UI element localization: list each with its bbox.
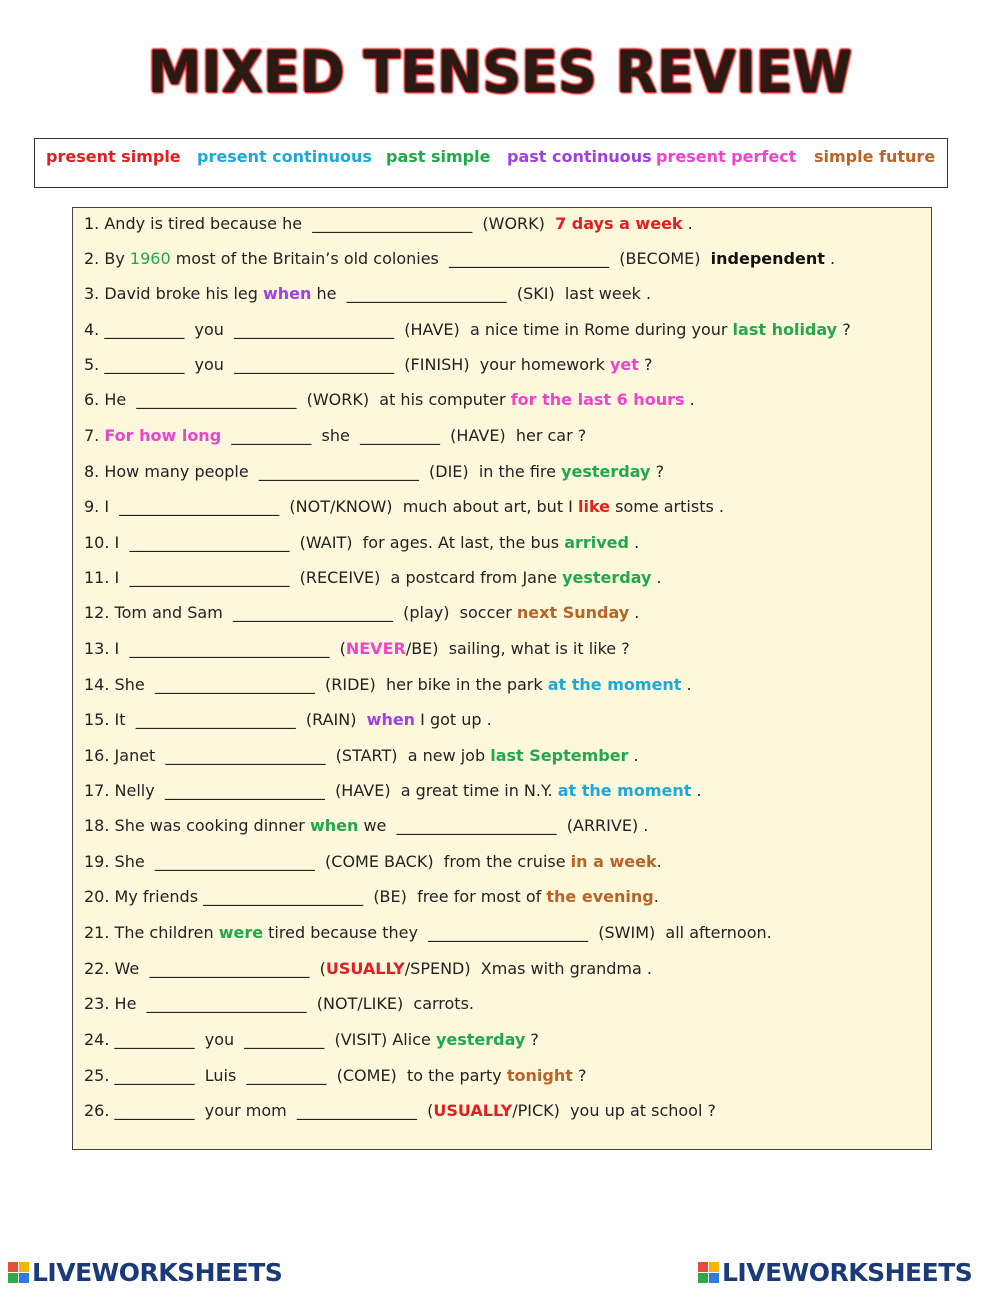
worksheet-title: MIXED TENSES REVIEW xyxy=(147,38,853,106)
answer-blank[interactable]: ____________________ xyxy=(135,710,296,729)
exercise-item-18: 18. She was cooking dinner when we ____________________ (ARRIVE) . xyxy=(84,816,649,835)
answer-blank[interactable]: __________ xyxy=(114,1030,195,1049)
exercise-item-10: 10. I ____________________ (WAIT) for ages. At last, the bus arrived . xyxy=(84,533,640,552)
legend-past-simple: past simple xyxy=(386,147,491,166)
answer-blank[interactable]: ____________________ xyxy=(119,497,280,516)
exercise-item-3: 3. David broke his leg when he ____________________ (SKI) last week . xyxy=(84,284,652,303)
answer-blank[interactable]: ____________________ xyxy=(129,568,290,587)
answer-blank[interactable]: ____________________ xyxy=(312,214,473,233)
exercise-item-26: 26. __________ your mom _______________ (USUALLY/PICK) you up at school ? xyxy=(84,1101,716,1120)
exercise-item-9: 9. I ____________________ (NOT/KNOW) much about art, but I like some artists . xyxy=(84,497,724,516)
footer-logo-right[interactable] xyxy=(698,1258,972,1287)
exercise-item-23: 23. He ____________________ (NOT/LIKE) carrots. xyxy=(84,994,474,1013)
answer-blank[interactable]: ____________________ xyxy=(346,284,507,303)
exercise-item-24: 24. __________ you __________ (VISIT) Alice yesterday ? xyxy=(84,1030,539,1049)
answer-blank[interactable]: __________ xyxy=(104,320,185,339)
footer-logo-left[interactable] xyxy=(8,1258,282,1287)
exercise-item-14: 14. She ____________________ (RIDE) her bike in the park at the moment . xyxy=(84,675,692,694)
answer-blank[interactable]: ____________________ xyxy=(234,355,395,374)
exercise-item-1: 1. Andy is tired because he ____________________ (WORK) 7 days a week . xyxy=(84,214,693,233)
answer-blank[interactable]: ____________________ xyxy=(203,887,364,906)
answer-blank[interactable]: ____________________ xyxy=(234,320,395,339)
answer-blank[interactable]: ____________________ xyxy=(154,675,315,694)
answer-blank[interactable]: ____________________ xyxy=(149,959,310,978)
answer-blank[interactable]: ____________________ xyxy=(164,781,325,800)
exercise-item-22: 22. We ____________________ (USUALLY/SPEND) Xmas with grandma . xyxy=(84,959,652,978)
exercise-item-17: 17. Nelly ____________________ (HAVE) a great time in N.Y. at the moment . xyxy=(84,781,702,800)
answer-blank[interactable]: __________ xyxy=(244,1030,325,1049)
exercise-item-13: 13. I _________________________ (NEVER/BE) sailing, what is it like ? xyxy=(84,639,630,658)
exercise-item-7: 7. For how long __________ she __________ (HAVE) her car ? xyxy=(84,426,587,445)
footer-brand-right: LIVEWORKSHEETS xyxy=(722,1258,973,1287)
exercise-item-21: 21. The children were tired because they ____________________ (SWIM) all afternoon. xyxy=(84,923,772,942)
exercise-item-12: 12. Tom and Sam ____________________ (play) soccer next Sunday . xyxy=(84,603,640,622)
exercise-item-2: 2. By 1960 most of the Britain’s old colonies ____________________ (BECOME) independent . xyxy=(84,249,836,268)
answer-blank[interactable]: ____________________ xyxy=(136,390,297,409)
answer-blank[interactable]: ____________________ xyxy=(129,533,290,552)
legend-simple-future: simple future xyxy=(814,147,936,166)
answer-blank[interactable]: ____________________ xyxy=(165,746,326,765)
answer-blank[interactable]: ____________________ xyxy=(146,994,307,1013)
answer-blank[interactable]: __________ xyxy=(114,1066,195,1085)
answer-blank[interactable]: _________________________ xyxy=(129,639,330,658)
answer-blank[interactable]: __________ xyxy=(246,1066,327,1085)
answer-blank[interactable]: __________ xyxy=(360,426,440,445)
answer-blank[interactable]: __________ xyxy=(114,1101,195,1120)
answer-blank[interactable]: __________ xyxy=(231,426,312,445)
exercise-item-8: 8. How many people ____________________ (DIE) in the fire yesterday ? xyxy=(84,462,665,481)
exercise-item-15: 15. It ____________________ (RAIN) when I got up . xyxy=(84,710,492,729)
exercise-item-19: 19. She ____________________ (COME BACK) from the cruise in a week. xyxy=(84,852,662,871)
answer-blank[interactable]: ____________________ xyxy=(258,462,419,481)
answer-blank[interactable]: ____________________ xyxy=(428,923,589,942)
answer-blank[interactable]: ____________________ xyxy=(154,852,315,871)
tense-legend xyxy=(34,138,948,188)
answer-blank[interactable]: ____________________ xyxy=(449,249,610,268)
exercise-item-11: 11. I ____________________ (RECEIVE) a postcard from Jane yesterday . xyxy=(84,568,662,587)
exercise-item-25: 25. __________ Luis __________ (COME) to the party tonight ? xyxy=(84,1066,587,1085)
footer-brand-left: LIVEWORKSHEETS xyxy=(32,1258,283,1287)
exercise-item-20: 20. My friends ____________________ (BE) free for most of the evening. xyxy=(84,887,659,906)
legend-present-simple: present simple xyxy=(46,147,181,166)
exercise-item-5: 5. __________ you ____________________ (FINISH) your homework yet ? xyxy=(84,355,653,374)
legend-present-perfect: present perfect xyxy=(656,147,797,166)
answer-blank[interactable]: __________ xyxy=(104,355,185,374)
legend-present-continuous: present continuous xyxy=(197,147,372,166)
exercise-item-16: 16. Janet ____________________ (START) a new job last September . xyxy=(84,746,639,765)
exercise-item-6: 6. He ____________________ (WORK) at his computer for the last 6 hours . xyxy=(84,390,695,409)
liveworksheets-logo-icon xyxy=(8,1262,30,1284)
answer-blank[interactable]: ____________________ xyxy=(396,816,557,835)
legend-past-continuous: past continuous xyxy=(507,147,652,166)
liveworksheets-logo-icon xyxy=(698,1262,720,1284)
answer-blank[interactable]: ____________________ xyxy=(232,603,393,622)
answer-blank[interactable]: _______________ xyxy=(296,1101,417,1120)
exercise-item-4: 4. __________ you ____________________ (HAVE) a nice time in Rome during your last holiday ? xyxy=(84,320,851,339)
